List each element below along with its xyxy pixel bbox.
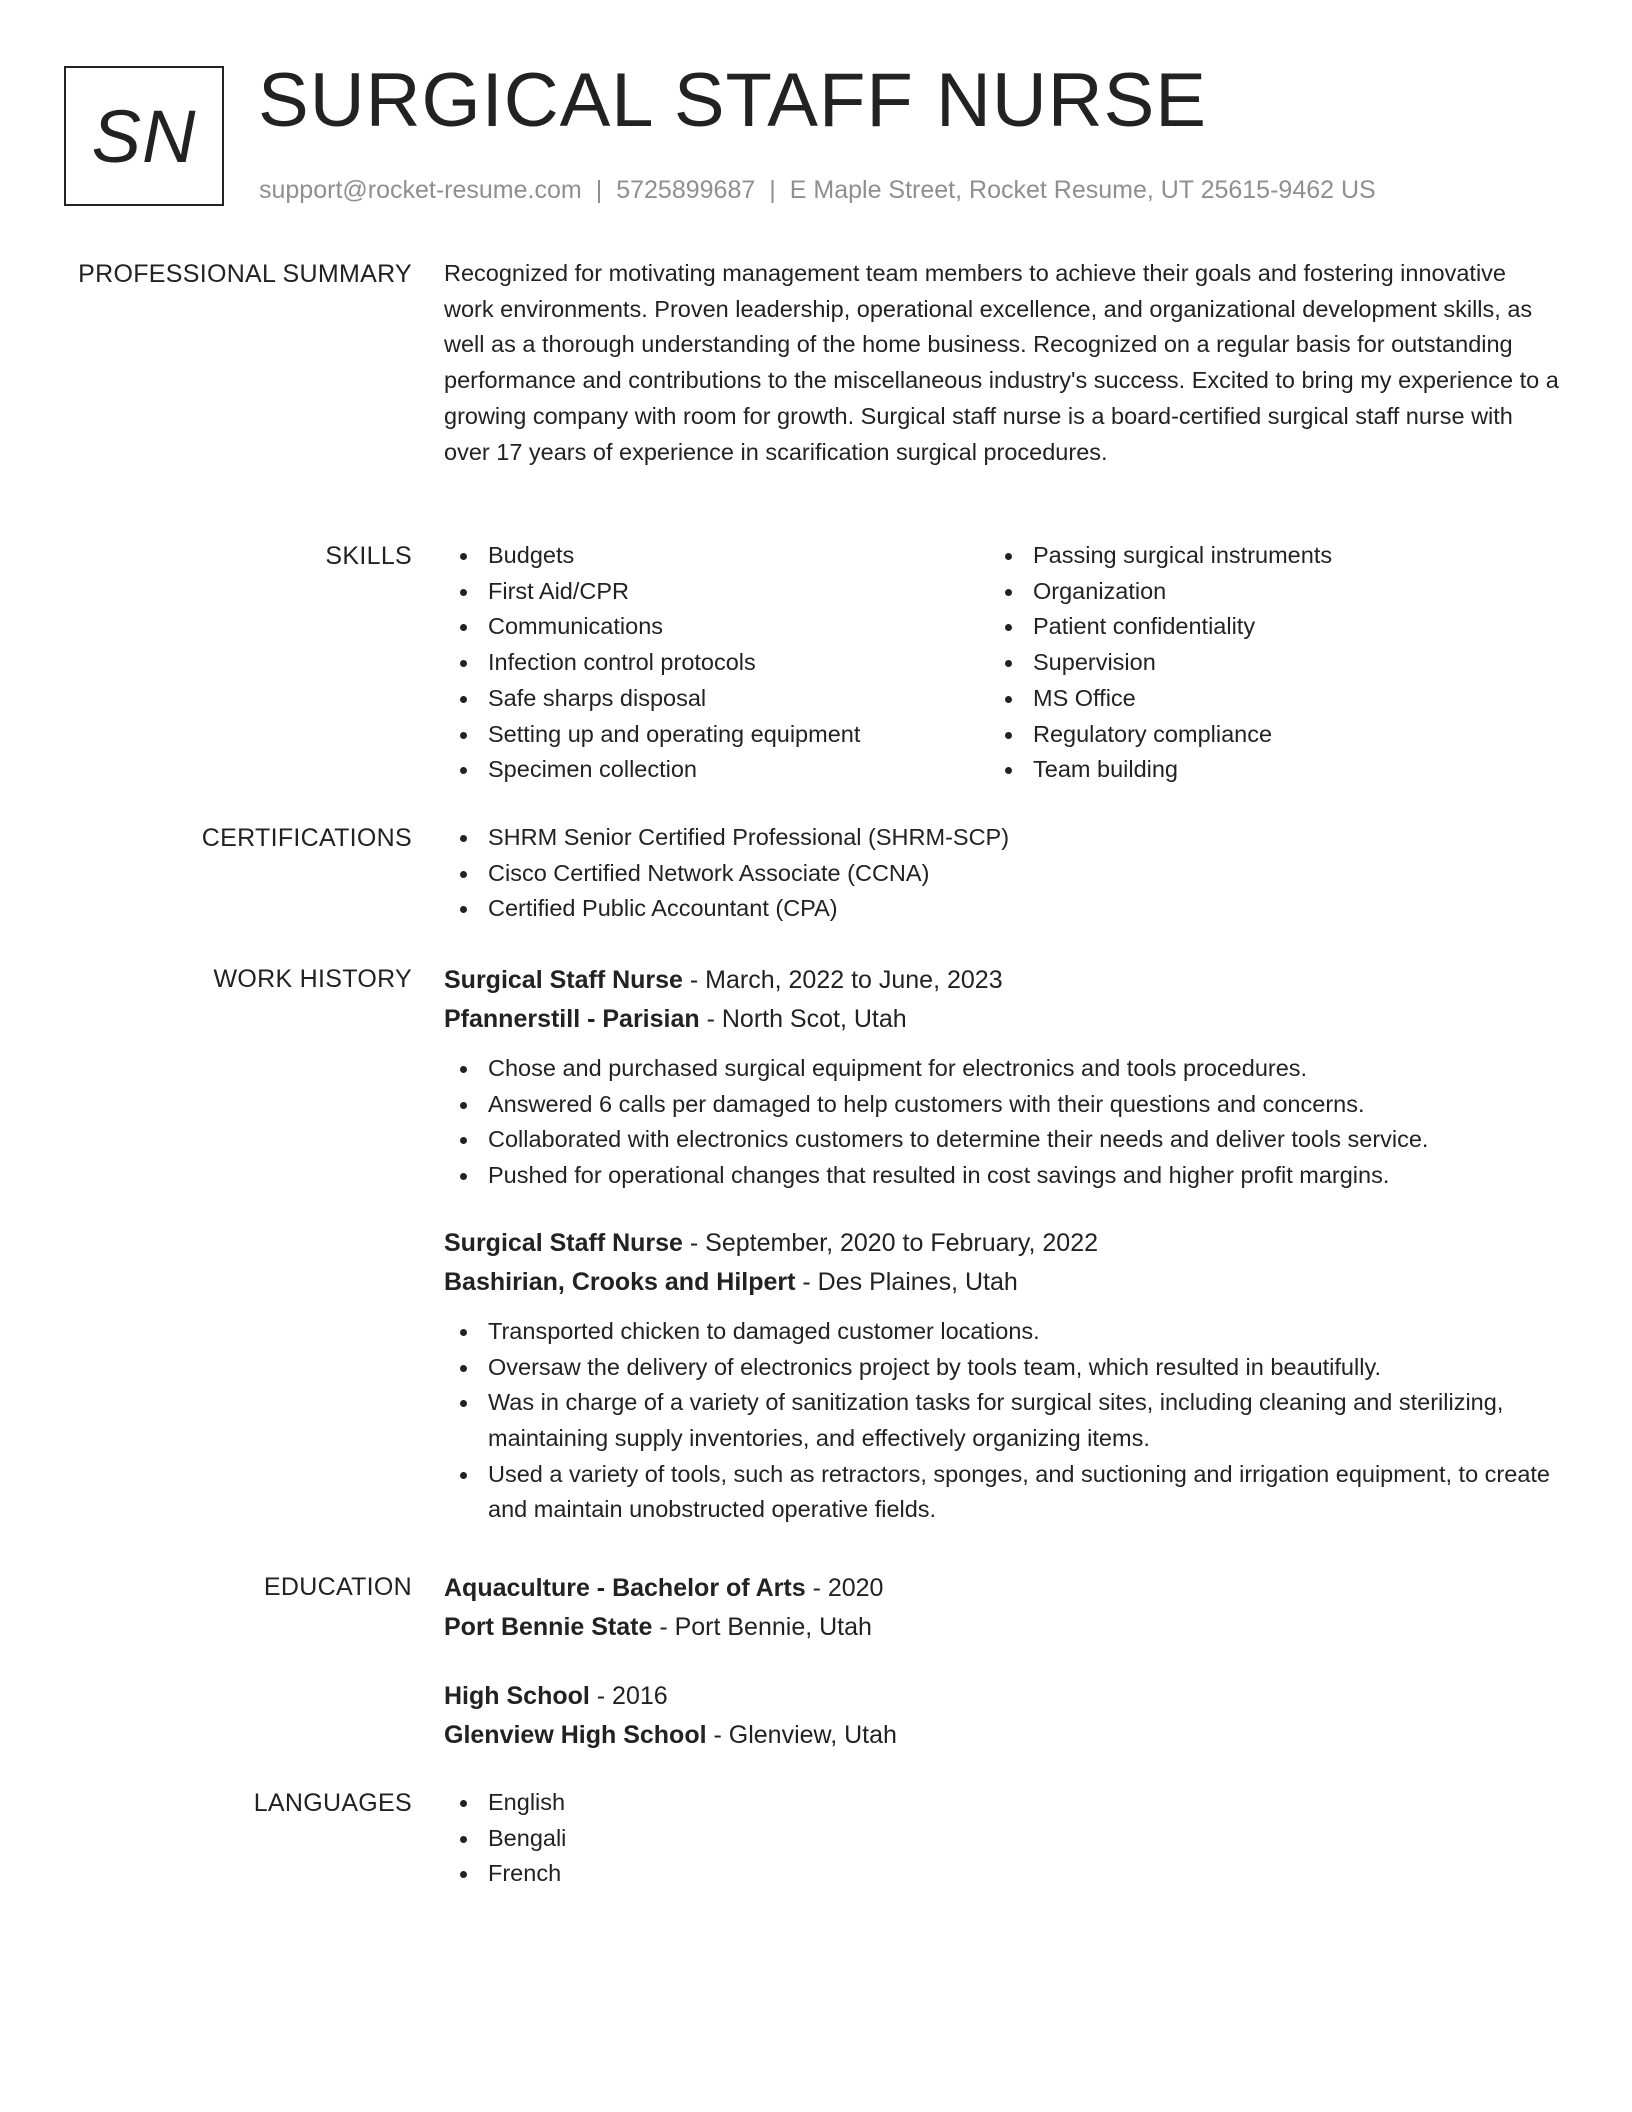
list-item: Patient confidentiality [989, 609, 1534, 645]
list-item: Setting up and operating equipment [444, 717, 989, 753]
job-company: Bashirian, Crooks and Hilpert [444, 1267, 796, 1296]
section-title: SKILLS [325, 542, 412, 570]
job-company-line [444, 1000, 1559, 1039]
list-item: Regulatory compliance [989, 717, 1534, 753]
education-school-line [444, 1608, 1559, 1647]
contact-separator: | [595, 176, 603, 204]
education-school-line [444, 1716, 1559, 1755]
job-title-line [444, 961, 1559, 1000]
list-item: Safe sharps disposal [444, 681, 989, 717]
list-item: Answered 6 calls per damaged to help customers with their questions and concerns. [444, 1087, 1559, 1123]
certifications-body [444, 820, 1559, 927]
education-degree-line [444, 1677, 1559, 1716]
list-item: French [444, 1856, 1559, 1892]
education-year: - 2016 [589, 1682, 668, 1710]
section-title: EDUCATION [263, 1573, 412, 1601]
job-role: Surgical Staff Nurse [444, 1228, 683, 1257]
list-item: Collaborated with electronics customers to determine their needs and deliver tools service. [444, 1122, 1559, 1158]
contact-email: support@rocket-resume.com [259, 176, 582, 204]
job-role: Surgical Staff Nurse [444, 966, 683, 994]
list-item: Supervision [989, 645, 1534, 681]
education-degree-line [444, 1569, 1559, 1608]
summary-body [444, 256, 1559, 470]
list-item: Organization [989, 574, 1534, 610]
list-item: Bengali [444, 1821, 1559, 1857]
contact-line [259, 174, 1376, 206]
job-entry [444, 961, 1559, 1194]
contact-address: E Maple Street, Rocket Resume, UT 25615-9462 US [789, 176, 1376, 204]
job-company-line [444, 1263, 1559, 1302]
section-title: CERTIFICATIONS [201, 824, 412, 852]
job-dates: - March, 2022 to June, 2023 [682, 966, 1003, 994]
education-school: Glenview High School [444, 1721, 707, 1749]
section-title: LANGUAGES [253, 1789, 412, 1817]
candidate-name: SURGICAL STAFF NURSE [258, 58, 1207, 143]
education-school: Port Bennie State [444, 1613, 653, 1641]
list-item: Certified Public Accountant (CPA) [444, 891, 1559, 927]
list-item: Passing surgical instruments [989, 538, 1534, 574]
education-degree: High School [444, 1682, 590, 1710]
education-degree: Aquaculture - Bachelor of Arts [444, 1574, 806, 1602]
languages-list [444, 1785, 1559, 1892]
monogram-logo: SN [64, 66, 224, 206]
job-entry [444, 1224, 1559, 1528]
certifications-list [444, 820, 1559, 927]
job-company: Pfannerstill - Parisian [444, 1005, 700, 1033]
languages-body [444, 1785, 1559, 1892]
job-duties-list [444, 1314, 1559, 1528]
education-entry [444, 1677, 1559, 1755]
list-item: MS Office [989, 681, 1534, 717]
list-item: Cisco Certified Network Associate (CCNA) [444, 856, 1559, 892]
work-body [444, 961, 1559, 1528]
education-entry [444, 1569, 1559, 1647]
section-title: PROFESSIONAL SUMMARY [78, 260, 412, 288]
contact-phone: 5725899687 [616, 176, 756, 204]
list-item: Oversaw the delivery of electronics project by tools team, which resulted in beautifully. [444, 1350, 1559, 1386]
job-location: - North Scot, Utah [699, 1005, 907, 1033]
list-item: SHRM Senior Certified Professional (SHRM-SCP) [444, 820, 1559, 856]
job-duties-list [444, 1051, 1559, 1194]
list-item: Was in charge of a variety of sanitization tasks for surgical sites, including cleaning and sterilizing, maintaining supply inventories, and effectively organizing items. [444, 1385, 1559, 1456]
list-item: Used a variety of tools, such as retractors, sponges, and suctioning and irrigation equipment, to create and maintain unobstructed operative fields. [444, 1457, 1559, 1528]
section-title: WORK HISTORY [213, 965, 412, 993]
list-item: Specimen collection [444, 752, 989, 788]
list-item: Chose and purchased surgical equipment for electronics and tools procedures. [444, 1051, 1559, 1087]
education-body [444, 1569, 1559, 1755]
list-item: Transported chicken to damaged customer locations. [444, 1314, 1559, 1350]
list-item: Communications [444, 609, 989, 645]
job-dates: - September, 2020 to February, 2022 [682, 1228, 1099, 1257]
summary-text: Recognized for motivating management team members to achieve their goals and fostering innovative work environments. Proven leadership, operational excellence, and organizational development skills, as well as a thorough understanding of the home business. Recognized on a regular basis for outstanding performance and contributions to the miscellaneous industry's success. Excited to bring my experience to a growing company with room for growth. Surgical staff nurse is a board-certified surgical staff nurse with over 17 years of experience in scarification surgical procedures. [444, 260, 1559, 465]
education-year: - 2020 [805, 1574, 884, 1602]
list-item: Pushed for operational changes that resulted in cost savings and higher profit margins. [444, 1158, 1559, 1194]
list-item: Budgets [444, 538, 989, 574]
education-location: - Glenview, Utah [706, 1721, 897, 1749]
skills-list-left [444, 538, 989, 788]
skills-body [444, 538, 1559, 788]
list-item: First Aid/CPR [444, 574, 989, 610]
list-item: English [444, 1785, 1559, 1821]
job-title-line [444, 1224, 1559, 1263]
contact-separator: | [769, 176, 776, 204]
education-location: - Port Bennie, Utah [652, 1613, 872, 1641]
job-location: - Des Plaines, Utah [795, 1267, 1018, 1296]
list-item: Infection control protocols [444, 645, 989, 681]
skills-list-right [989, 538, 1534, 788]
list-item: Team building [989, 752, 1534, 788]
